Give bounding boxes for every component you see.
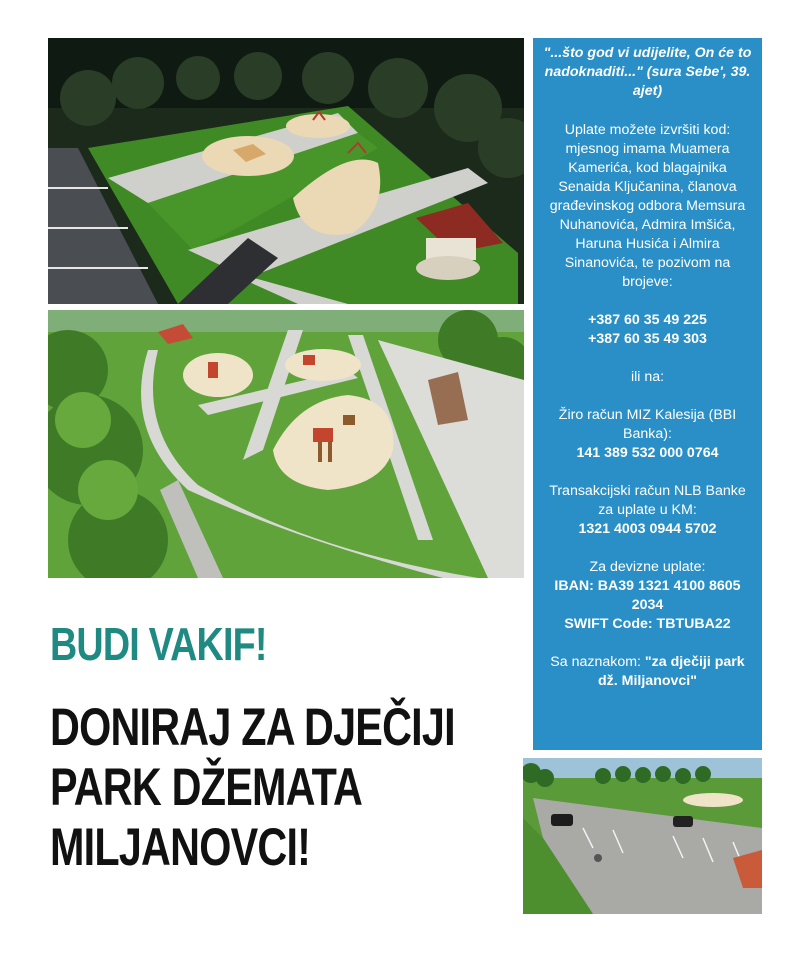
park-render-day-image <box>48 310 524 578</box>
swift-code: SWIFT Code: TBTUBA22 <box>564 616 731 632</box>
payment-reference-prefix: Sa naznakom: <box>550 654 645 670</box>
headline-budi-vakif: BUDI VAKIF! <box>50 618 267 670</box>
headline-line-2: PARK DŽEMATA <box>50 758 363 817</box>
payment-reference-value: "za dječiji park dž. Miljanovci" <box>598 654 745 689</box>
foreign-payments-label: Za devizne uplate: <box>589 559 706 575</box>
giro-account-number: 141 389 532 000 0764 <box>576 445 719 461</box>
phone-number-1: +387 60 35 49 225 <box>588 312 707 328</box>
or-text: ili na: <box>630 369 665 385</box>
parking-render-image <box>523 758 762 914</box>
headline-donate <box>50 698 455 878</box>
transaction-account-label: Transakcijski račun NLB Banke za uplate u KM: <box>549 483 746 518</box>
donation-info-panel <box>533 38 762 750</box>
phone-number-2: +387 60 35 49 303 <box>588 331 707 347</box>
headline-line-1: DONIRAJ ZA DJEČIJI <box>50 698 455 757</box>
transaction-account-number: 1321 4003 0944 5702 <box>578 521 717 537</box>
park-render-night-image <box>48 38 524 304</box>
iban-number: IBAN: BA39 1321 4100 8605 2034 <box>554 578 741 613</box>
payment-intro-text: Uplate možete izvršiti kod: mjesnog imama Muamera Kamerića, kod blagajnika Senaida Ključanina, članova građevinskog odbora Memsura Nuhanovića, Admira Imšića, Haruna Husića i Almira Sinanovića, te pozivom na brojeve: <box>549 122 746 290</box>
headline-line-3: MILJANOVCI! <box>50 818 311 877</box>
payment-reference <box>541 653 754 691</box>
giro-account-label: Žiro račun MIZ Kalesija (BBI Banka): <box>558 407 737 442</box>
quran-quote: "...što god vi udijelite, On će to nadoknaditi..." (sura Sebe', 39. ajet) <box>543 45 752 99</box>
